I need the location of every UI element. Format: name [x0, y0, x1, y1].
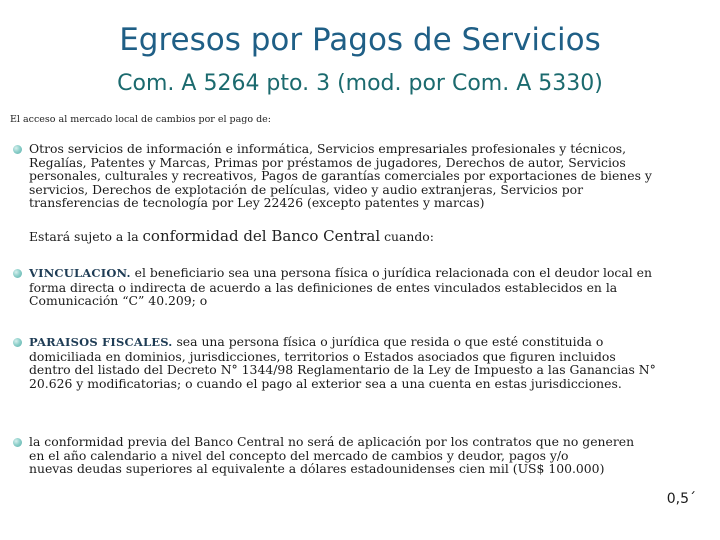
bullet-text — [29, 435, 717, 476]
text-line: transferencias de tecnología por Ley 22426 (excepto patentes y marcas) — [29, 195, 485, 211]
text-line: domiciliada en dominios, jurisdicciones, territorios o Estados asociados que figuren incluidos — [29, 348, 616, 364]
intro-text: El acceso al mercado local de cambios por el pago de: — [10, 114, 271, 125]
slide-title: Egresos por Pagos de Servicios — [119, 22, 601, 58]
text-line: dentro del listado del Decreto N° 1344/98 Reglamentario de la Ley de Impuesto a las Ganancias N° — [29, 362, 656, 378]
text-line: nuevas deudas superiores al equivalente a dólares estadounidenses cien mil (US$ 100.000) — [29, 461, 605, 477]
text-line: Otros servicios de información e informática, Servicios empresariales profesionales y técnicos, — [29, 141, 627, 156]
closing-suffix: cuando: — [380, 229, 434, 244]
bullet-icon — [13, 438, 22, 447]
text-line: Regalías, Patentes y Marcas, Primas por préstamos de jugadores, Derechos de autor, Servicios — [29, 154, 626, 170]
footnote-marker: 0,5´ — [666, 491, 696, 507]
slide-subtitle: Com. A 5264 pto. 3 (mod. por Com. A 5330) — [117, 71, 603, 96]
bullet-lead: PARAISOS FISCALES. — [29, 335, 173, 349]
text-line: la conformidad previa del Banco Central no será de aplicación por los contratos que no generen — [29, 434, 635, 449]
text-line: 20.626 y modificatorias; o cuando el pago al exterior sea a una cuenta en estas jurisdicciones. — [29, 375, 622, 391]
text-line: forma directa o indirecta de acuerdo a las definiciones de entes vinculados establecidos en la — [29, 279, 618, 295]
bullet-icon — [13, 269, 22, 278]
text-line: servicios, Derechos de explotación de películas, video y audio extranjeras, Servicios por — [29, 181, 584, 197]
closing-sentence — [29, 227, 717, 246]
bullet-text — [29, 266, 717, 308]
bullet-icon — [13, 338, 22, 347]
text-line: Comunicación “C” 40.209; o — [29, 293, 208, 309]
bullet-lead: VINCULACION. — [29, 266, 131, 280]
bullet-text — [29, 335, 717, 390]
closing-prefix: Estará sujeto a la — [29, 229, 143, 244]
bullet-icon — [13, 145, 22, 154]
text-line: sea una persona física o jurídica que resida o que esté constituida o — [172, 334, 604, 349]
bullet-text — [29, 142, 717, 210]
closing-emphasis: conformidad del Banco Central — [142, 227, 381, 245]
text-line: personales, culturales y recreativos, Pagos de garantías comerciales por exportaciones de bienes y — [29, 168, 652, 184]
text-line: el beneficiario sea una persona física o jurídica relacionada con el deudor local en — [130, 265, 652, 280]
text-line: en el año calendario a nivel del concepto del mercado de cambios y deudor, pagos y/o — [29, 447, 569, 463]
